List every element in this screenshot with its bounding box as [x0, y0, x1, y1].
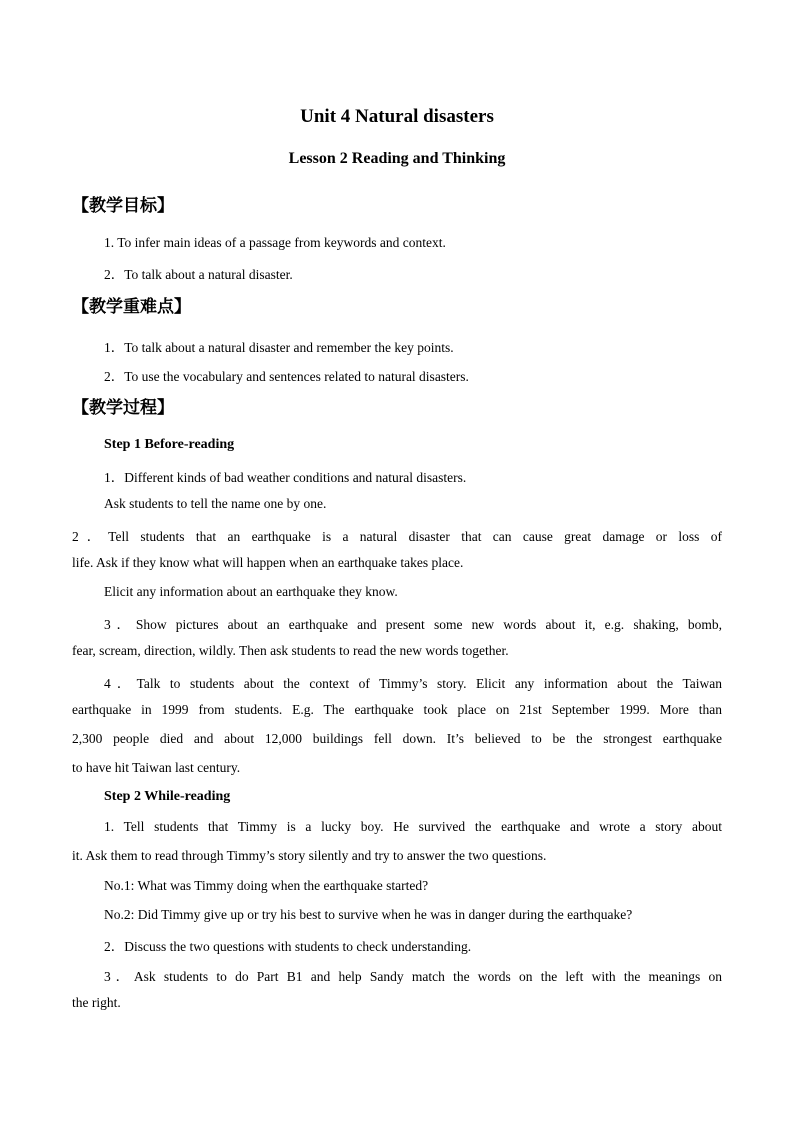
process-heading: 【教学过程】: [72, 398, 174, 418]
document-title: Unit 4 Natural disasters: [300, 106, 494, 127]
key-point-item: 1．To talk about a natural disaster and remember the key points.: [104, 340, 454, 355]
objectives-heading: 【教学目标】: [72, 196, 174, 216]
paragraph-line: 1．Different kinds of bad weather conditions and natural disasters.: [104, 470, 467, 485]
step1-title: Step 1 Before-reading: [104, 437, 235, 452]
paragraph-line: earthquake in 1999 from students. E.g. The earthquake took place on 21st September 1999. More than: [72, 702, 722, 717]
paragraph-line: the right.: [72, 995, 121, 1010]
paragraph-line: to have hit Taiwan last century.: [72, 760, 241, 775]
objective-item: 2．To talk about a natural disaster.: [104, 267, 293, 282]
key-points-heading: 【教学重难点】: [72, 297, 191, 317]
paragraph-line: fear, scream, direction, wildly. Then ask students to read the new words together.: [72, 643, 509, 658]
objective-item: 1. To infer main ideas of a passage from keywords and context.: [104, 235, 446, 250]
paragraph-line: 4．Talk to students about the context of Timmy’s story. Elicit any information about the Taiwan: [104, 676, 722, 691]
paragraph-line: 1. Tell students that Timmy is a lucky boy. He survived the earthquake and wrote a story about: [104, 819, 722, 834]
paragraph-line: life. Ask if they know what will happen when an earthquake takes place.: [72, 555, 464, 570]
paragraph-line: it. Ask them to read through Timmy’s story silently and try to answer the two questions.: [72, 848, 547, 863]
step2-title: Step 2 While-reading: [104, 789, 231, 804]
key-point-item: 2．To use the vocabulary and sentences related to natural disasters.: [104, 369, 469, 384]
question-line: No.1: What was Timmy doing when the earthquake started?: [104, 878, 429, 893]
paragraph-line: Elicit any information about an earthquake they know.: [104, 584, 398, 599]
paragraph-line: 3．Show pictures about an earthquake and present some new words about it, e.g. shaking, bomb,: [104, 617, 722, 632]
paragraph-line: 2．Tell students that an earthquake is a natural disaster that can cause great damage or loss of: [72, 529, 722, 544]
paragraph-line: 2．Discuss the two questions with students to check understanding.: [104, 939, 472, 954]
paragraph-line: 3．Ask students to do Part B1 and help Sandy match the words on the left with the meanings on: [104, 969, 722, 984]
question-line: No.2: Did Timmy give up or try his best to survive when he was in danger during the earthquake?: [104, 907, 633, 922]
lesson-subtitle: Lesson 2 Reading and Thinking: [288, 150, 506, 167]
paragraph-line: Ask students to tell the name one by one.: [104, 496, 327, 511]
paragraph-line: 2,300 people died and about 12,000 buildings fell down. It’s believed to be the strongest earthquake: [72, 731, 722, 746]
